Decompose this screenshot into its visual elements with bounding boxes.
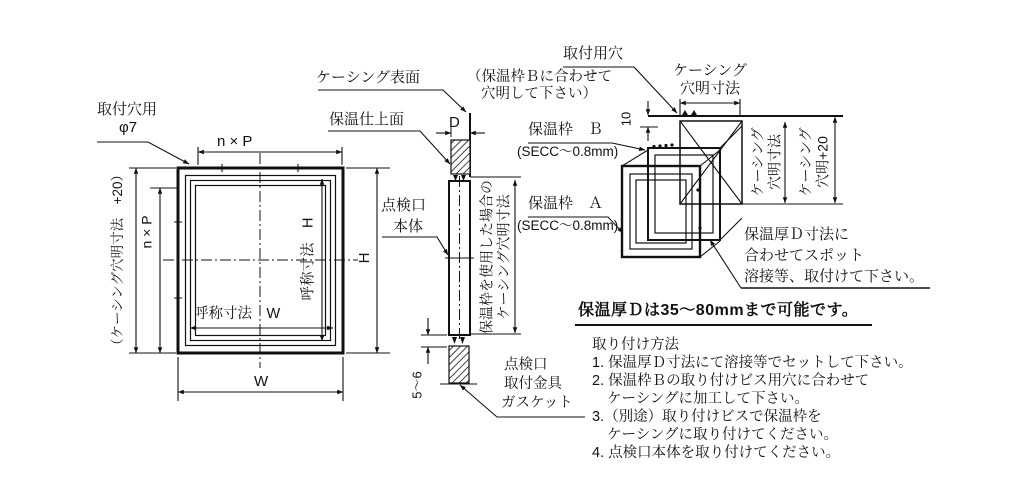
part-label-gasket: ガスケット [501, 395, 573, 411]
mounting-hole-note1: （保温枠Ｂに合わせて [467, 69, 612, 85]
method-step-2b: ケーシングに加工して下さい。 [607, 391, 810, 407]
mounting-hole-dia: φ7 [119, 119, 138, 136]
side-hole-dim-line1: 保温枠を使用した場合の [478, 180, 495, 334]
casing-dim-line1: ケーシング [672, 62, 748, 79]
casing-hole-dim-label: （ケーシング穴明寸法 +20） [110, 167, 126, 353]
capacity-note: 保温厚Ｄは35～80mmまで可能です。 [578, 302, 859, 319]
mounting-hole-title: 取付用穴 [563, 45, 624, 62]
casing-hole-vdim1-line2: 穴明寸法 [766, 134, 782, 190]
gasket-thickness-label: 5～6 [409, 371, 425, 399]
thickness-d-label: D [449, 114, 460, 131]
casing-dim-line2: 穴明寸法 [679, 79, 740, 97]
casing-hole-vdim2 [797, 127, 830, 196]
frame-a-spec: (SECC～0.8mm) [517, 218, 619, 233]
weld-note-line2: 合わせてスポット [744, 247, 865, 264]
pitch-top-label: n × P [217, 133, 253, 150]
method-step-2: 2. 保温枠Ｂの取り付けビス用穴に合わせて [592, 373, 870, 389]
body-label-2: 本体 [393, 218, 424, 235]
pitch-left-label: n × P [138, 215, 155, 249]
casing-hole-vdim1 [749, 127, 782, 196]
mounting-hole-note2: 穴明して下さい） [481, 86, 597, 102]
outer-width-label: W [254, 373, 269, 390]
casing-hole-vdim1-line1: ケーシング [749, 127, 766, 197]
side-hole-dim-label [478, 180, 511, 334]
method-step-3: 3.（別途）取り付けビスで保温枠を [592, 409, 822, 425]
outer-height-label: H [356, 252, 374, 264]
body-label-1: 点検口 [381, 197, 427, 214]
insulation-surface-label: 保温仕上面 [329, 111, 405, 128]
weld-note-line3: 溶接等、取付けて下さい。 [744, 268, 925, 285]
method-step-1: 1. 保温厚Ｄ寸法にて溶接等でセットして下さい。 [592, 355, 913, 371]
frame-a-label: 保温枠 Ａ [528, 195, 604, 212]
screw-dot-marks [652, 110, 701, 230]
casing-surface-label: ケーシング表面 [316, 69, 421, 86]
part-label-bracket: 取付金具 [504, 376, 562, 392]
frame-b-spec: (SECC～0.8mm) [517, 144, 619, 159]
casing-dim-label [666, 62, 754, 97]
method-step-4: 4. 点検口本体を取り付けてください。 [592, 445, 841, 461]
front-view-drawing [163, 153, 358, 368]
method-step-3b: ケーシングに取り付けてください。 [607, 427, 839, 443]
nominal-width-label: 呼称寸法 W [194, 306, 281, 322]
side-hole-dim-line2: ケーシング穴明寸法 [495, 194, 511, 320]
weld-note-line1: 保温厚Ｄ寸法に [744, 226, 850, 243]
method-title: 取り付け方法 [592, 337, 679, 353]
offset-10-label: 10 [618, 111, 634, 127]
casing-hole-vdim2-line2: 穴明+20 [814, 136, 830, 188]
mounting-hole-label: 取付穴用 [97, 101, 158, 118]
nominal-height-label: 呼称寸法 H [300, 217, 317, 301]
casing-hole-vdim2-line1: ケーシング [797, 127, 814, 197]
frame-b-label: 保温枠 Ｂ [528, 121, 604, 138]
part-label-body: 点検口 [504, 357, 548, 373]
